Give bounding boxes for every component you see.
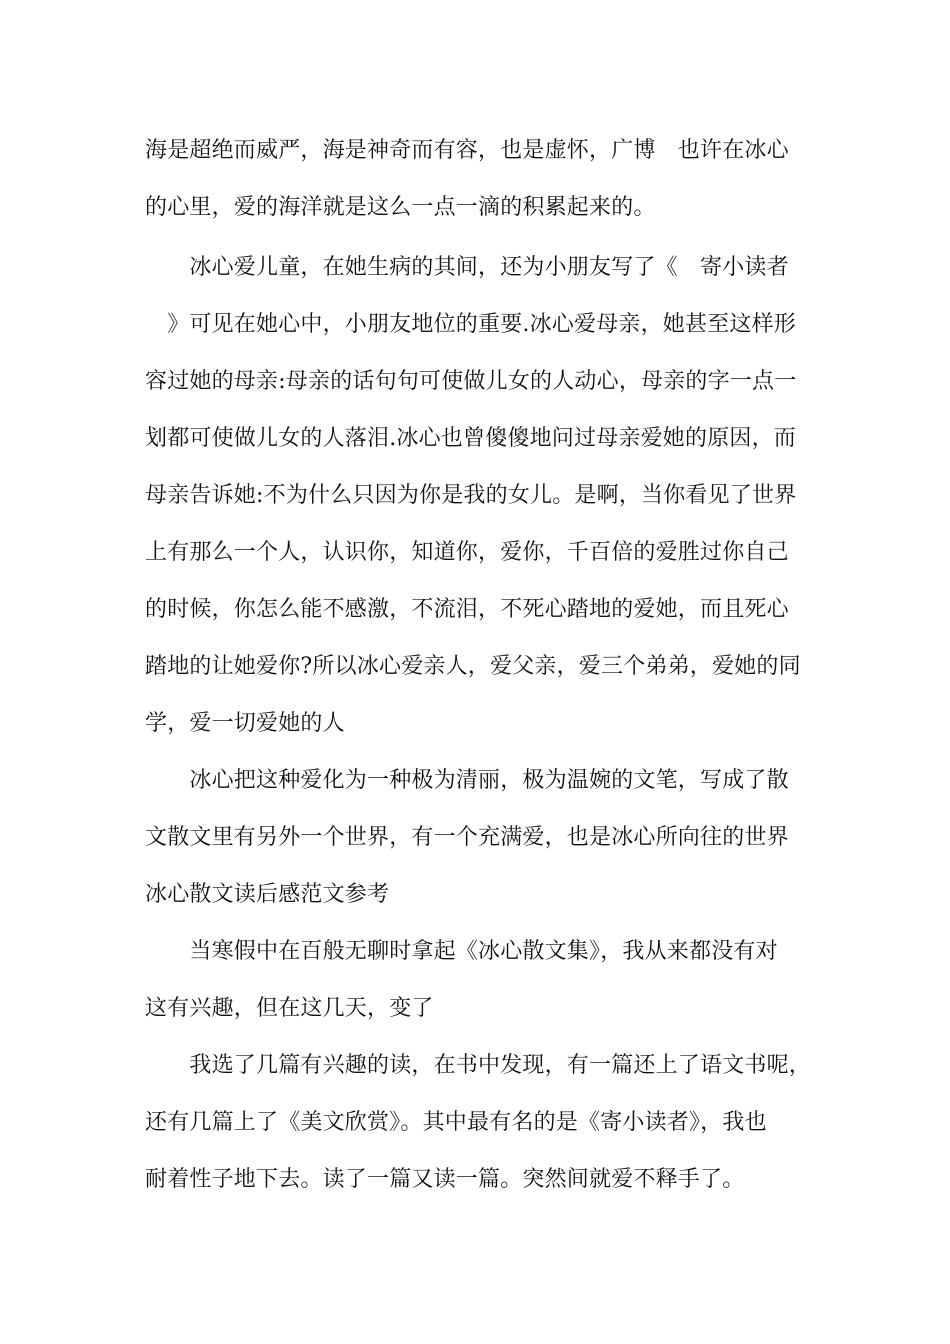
text-line: 》可见在她心中，小朋友地位的重要.冰心爱母亲，她甚至这样形 [145, 312, 796, 337]
text-line: 这有兴趣，但在这几天，变了 [145, 996, 434, 1021]
text-line: 还有几篇上了《美文欣赏》。其中最有名的是《寄小读者》，我也 [145, 1110, 767, 1135]
text-line: 母亲告诉她:不为什么只因为你是我的女儿。是啊，当你看见了世界 [145, 483, 797, 508]
section-heading: 冰心散文读后感范文参考 [145, 882, 390, 907]
text-line: 划都可使做儿女的人落泪.冰心也曾傻傻地问过母亲爱她的原因，而 [145, 426, 796, 451]
text-line: 冰心把这种爱化为一种极为清丽，极为温婉的文笔，写成了散 [145, 768, 789, 793]
text-line: 冰心爱儿童，在她生病的其间，还为小朋友写了《 寄小读者 [145, 255, 789, 280]
text-line: 当寒假中在百般无聊时拿起《冰心散文集》，我从来都没有对 [145, 939, 778, 964]
text-line: 踏地的让她爱你?所以冰心爱亲人，爱父亲，爱三个弟弟，爱她的同 [145, 654, 801, 679]
text-line: 的时候，你怎么能不感激，不流泪，不死心踏地的爱她，而且死心 [145, 597, 789, 622]
text-line: 学，爱一切爱她的人 [145, 711, 345, 736]
text-line: 上有那么一个人，认识你，知道你，爱你，千百倍的爱胜过你自己 [145, 540, 789, 565]
text-line: 我选了几篇有兴趣的读，在书中发现，有一篇还上了语文书呢， [145, 1053, 812, 1078]
text-line: 容过她的母亲:母亲的话句句可使做儿女的人动心，母亲的字一点一 [145, 369, 797, 394]
text-line: 耐着性子地下去。读了一篇又读一篇。突然间就爱不释手了。 [145, 1167, 745, 1192]
text-line: 海是超绝而威严，海是神奇而有容，也是虚怀，广博 也许在冰心 [145, 138, 789, 163]
text-line: 文散文里有另外一个世界，有一个充满爱，也是冰心所向往的世界 [145, 825, 789, 850]
text-line: 的心里，爱的海洋就是这么一点一滴的积累起来的。 [145, 195, 656, 220]
